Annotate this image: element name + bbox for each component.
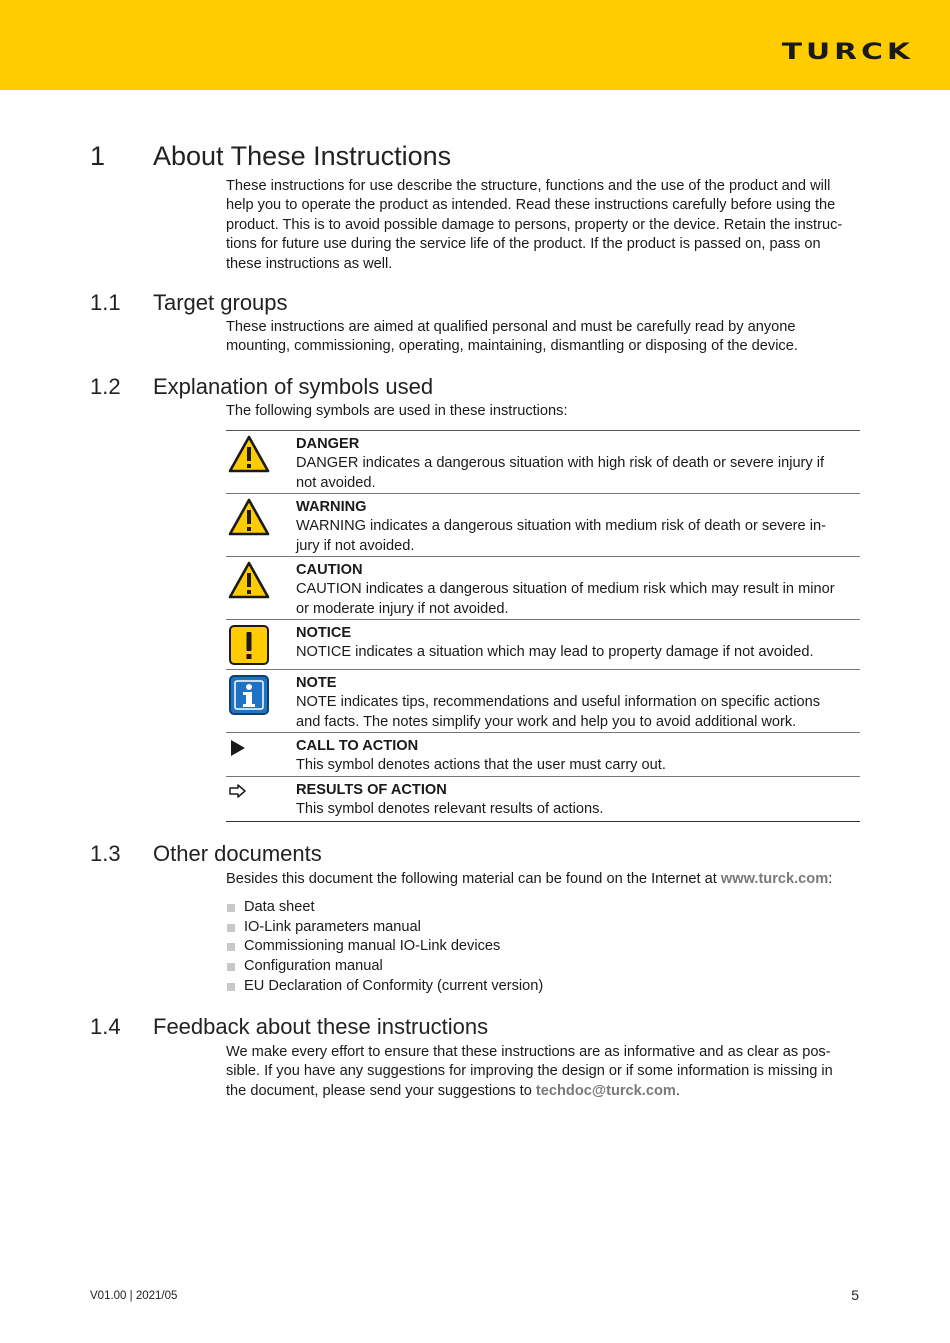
list-item xyxy=(226,957,543,977)
symbol-desc: CAUTION indicates a dangerous situation of medium risk which may result in minor xyxy=(296,581,835,598)
square-bullet-icon xyxy=(227,904,235,912)
body-line: tions for future use during the service life of the product. If the product is passed on, pass on xyxy=(226,236,821,253)
exclamation-square-icon xyxy=(228,624,270,666)
symbol-desc: not avoided. xyxy=(296,474,376,491)
symbol-desc: jury if not avoided. xyxy=(296,537,415,554)
symbol-row-call-to-action xyxy=(226,732,860,776)
section-title: Feedback about these instructions xyxy=(153,1014,489,1039)
list-item-text: Data sheet xyxy=(244,899,315,915)
section-number: 1.1 xyxy=(90,290,121,315)
symbol-row-results-of-action xyxy=(226,776,860,821)
square-bullet-icon xyxy=(227,924,235,932)
body-line xyxy=(226,1082,866,1101)
section-title: About These Instructions xyxy=(153,141,452,171)
section-number: 1.4 xyxy=(90,1014,121,1039)
symbol-desc: This symbol denotes actions that the user must carry out. xyxy=(296,757,666,774)
symbol-label: RESULTS OF ACTION xyxy=(296,782,447,798)
square-bullet-icon xyxy=(227,983,235,991)
list-item-text: Commissioning manual IO-Link devices xyxy=(244,938,501,955)
section-1-body xyxy=(226,177,866,274)
body-text: the document, please send your suggestions to xyxy=(226,1082,536,1099)
turck-website-link[interactable]: www.turck.com xyxy=(720,871,829,887)
body-line: We make every effort to ensure that these instructions are as informative and as clear as pos- xyxy=(226,1044,831,1060)
list-item xyxy=(226,898,543,918)
warning-triangle-icon xyxy=(228,561,270,599)
symbol-label: NOTICE xyxy=(296,625,352,641)
symbols-table xyxy=(226,430,860,822)
symbols-intro: The following symbols are used in these instructions: xyxy=(226,403,568,419)
symbol-row-note xyxy=(226,669,860,732)
techdoc-email-link[interactable]: techdoc@turck.com xyxy=(535,1082,676,1099)
symbol-desc: NOTICE indicates a situation which may lead to property damage if not avoided. xyxy=(296,644,814,661)
section-title: Target groups xyxy=(153,290,288,315)
feedback-body xyxy=(226,1043,866,1101)
symbol-row-caution xyxy=(226,556,860,619)
symbol-desc: This symbol denotes relevant results of actions. xyxy=(296,801,604,818)
intro-text: Besides this document the following material can be found on the Internet at xyxy=(226,871,721,887)
symbol-row-warning xyxy=(226,493,860,556)
list-item xyxy=(226,977,543,997)
body-line: These instructions for use describe the structure, functions and the use of the product and will xyxy=(226,178,831,194)
section-number: 1.2 xyxy=(90,374,121,399)
symbol-row-danger xyxy=(226,431,860,493)
square-bullet-icon xyxy=(227,963,235,971)
list-item xyxy=(226,937,543,957)
list-item xyxy=(226,918,543,938)
body-line: product. This is to avoid possible damage to persons, property or the device. Retain the instruc- xyxy=(226,216,843,233)
body-text: . xyxy=(675,1082,680,1099)
section-title: Other documents xyxy=(153,841,322,866)
other-documents-intro xyxy=(226,870,866,889)
page-number: 5 xyxy=(851,1287,859,1303)
symbol-label: CALL TO ACTION xyxy=(296,738,419,754)
outline-arrow-icon xyxy=(228,784,270,822)
symbol-row-notice xyxy=(226,619,860,669)
turck-logo: TURCK xyxy=(781,40,914,65)
section-number: 1.3 xyxy=(90,841,121,866)
documents-list xyxy=(226,898,543,997)
footer-version: V01.00 | 2021/05 xyxy=(90,1290,178,1302)
list-item-text: EU Declaration of Conformity (current version) xyxy=(244,977,544,994)
symbol-desc: and facts. The notes simplify your work and help you to avoid additional work. xyxy=(296,713,797,730)
body-line: these instructions as well. xyxy=(226,255,393,272)
symbol-desc: or moderate injury if not avoided. xyxy=(296,600,509,617)
body-line: mounting, commissioning, operating, maintaining, dismantling or disposing of the device. xyxy=(226,338,798,355)
symbol-label: NOTE xyxy=(296,675,337,691)
intro-text: : xyxy=(828,871,833,887)
body-line: These instructions are aimed at qualified personal and must be carefully read by anyone xyxy=(226,319,796,335)
warning-triangle-icon xyxy=(228,435,270,473)
info-square-icon xyxy=(228,674,270,716)
list-item-text: Configuration manual xyxy=(244,958,383,975)
play-arrow-icon xyxy=(228,740,270,778)
square-bullet-icon xyxy=(227,943,235,951)
section-title: Explanation of symbols used xyxy=(153,374,434,399)
symbol-label: WARNING xyxy=(296,499,367,515)
section-1-1-body xyxy=(226,318,866,357)
warning-triangle-icon xyxy=(228,498,270,536)
symbol-desc: WARNING indicates a dangerous situation with medium risk of death or severe in- xyxy=(296,518,826,535)
symbol-label: CAUTION xyxy=(296,562,363,578)
symbol-desc: DANGER indicates a dangerous situation with high risk of death or severe injury if xyxy=(296,455,825,472)
list-item-text: IO-Link parameters manual xyxy=(244,918,421,935)
section-number: 1 xyxy=(90,141,106,171)
body-line: help you to operate the product as intended. Read these instructions carefully before using the xyxy=(226,197,836,214)
symbol-desc: NOTE indicates tips, recommendations and useful information on specific actions xyxy=(296,694,821,711)
symbol-label: DANGER xyxy=(296,436,360,452)
body-line: sible. If you have any suggestions for improving the design or if some information is missing in xyxy=(226,1063,833,1080)
